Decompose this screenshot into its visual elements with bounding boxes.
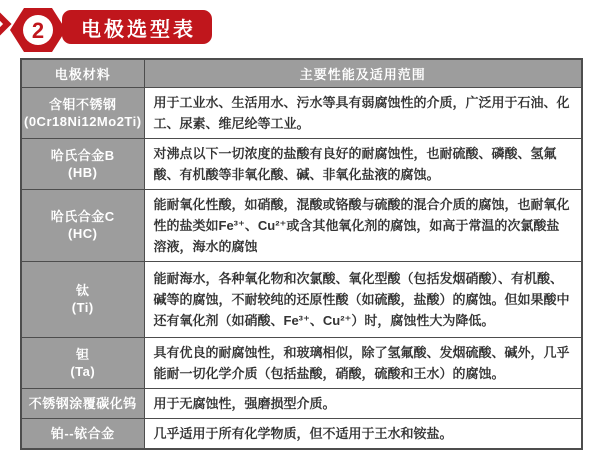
badge-number: 2 xyxy=(31,18,45,43)
column-header-material: 电极材料 xyxy=(21,59,144,87)
table-row xyxy=(21,337,582,388)
material-name: 不锈钢涂覆碳化钨 xyxy=(28,395,137,411)
material-description: 具有优良的耐腐蚀性，和玻璃相似，除了氢氟酸、发烟硫酸、碱外，几乎能耐一切化学介质（包括盐酸，硝酸，硫酸和王水）的腐蚀。 xyxy=(144,337,582,388)
material-code: (Ti) xyxy=(71,300,94,315)
table-row xyxy=(21,138,582,189)
material-name: 含钼不锈钢 xyxy=(48,96,117,112)
material-name: 钽 xyxy=(75,346,90,362)
material-cell xyxy=(21,138,144,189)
electrode-table-body xyxy=(21,87,582,449)
material-description: 几乎适用于所有化学物质，但不适用于王水和铵盐。 xyxy=(144,418,582,449)
section-badge xyxy=(8,7,68,53)
material-cell xyxy=(21,189,144,261)
electrode-table xyxy=(20,58,583,450)
material-name: 哈氏合金C xyxy=(50,209,115,224)
material-code: (Ta) xyxy=(70,363,96,379)
material-description: 能耐氧化性酸，如硝酸，混酸或铬酸与硫酸的混合介质的腐蚀，也耐氧化性的盐类如Fe³⁺、Cu²⁺或含其他氧化剂的腐蚀，如高于常温的次氯酸盐溶液，海水的腐蚀 xyxy=(144,189,582,261)
material-code: (HC) xyxy=(68,226,98,241)
table-row xyxy=(21,418,582,449)
table-row xyxy=(21,261,582,337)
material-code: (HB) xyxy=(68,164,98,180)
material-code: (0Cr18Ni12Mo2Ti) xyxy=(24,113,142,129)
material-cell xyxy=(21,337,144,388)
material-cell xyxy=(21,261,144,337)
material-cell xyxy=(21,418,144,449)
material-description: 对沸点以下一切浓度的盐酸有良好的耐腐蚀性，也耐硫酸、磷酸、氢氟酸、有机酸等非氧化酸、碱、非氧化盐液的腐蚀。 xyxy=(144,138,582,189)
material-cell xyxy=(21,388,144,418)
hexagon-badge-icon xyxy=(8,7,68,53)
material-description: 能耐海水，各种氧化物和次氯酸、氧化型酸（包括发烟硝酸）、有机酸、碱等的腐蚀，不耐较纯的还原性酸（如硫酸，盐酸）的腐蚀。但如果酸中还有氧化剂（如硝酸、Fe³⁺、Cu²⁺）时，腐蚀性大为降低。 xyxy=(144,261,582,337)
page-title: 电极选型表 xyxy=(62,10,212,44)
material-description: 用于无腐蚀性，强磨损型介质。 xyxy=(144,388,582,418)
table-row xyxy=(21,87,582,138)
table-row xyxy=(21,189,582,261)
material-cell xyxy=(21,87,144,138)
column-header-performance: 主要性能及适用范围 xyxy=(144,59,582,87)
material-name: 钛 xyxy=(75,283,90,298)
material-description: 用于工业水、生活用水、污水等具有弱腐蚀性的介质，广泛用于石油、化工、尿素、维尼纶等工业。 xyxy=(144,87,582,138)
table-container xyxy=(20,58,583,450)
material-name: 铂--铱合金 xyxy=(50,425,115,441)
material-name: 哈氏合金B xyxy=(50,147,115,163)
table-row xyxy=(21,388,582,418)
table-header-row xyxy=(21,59,582,87)
